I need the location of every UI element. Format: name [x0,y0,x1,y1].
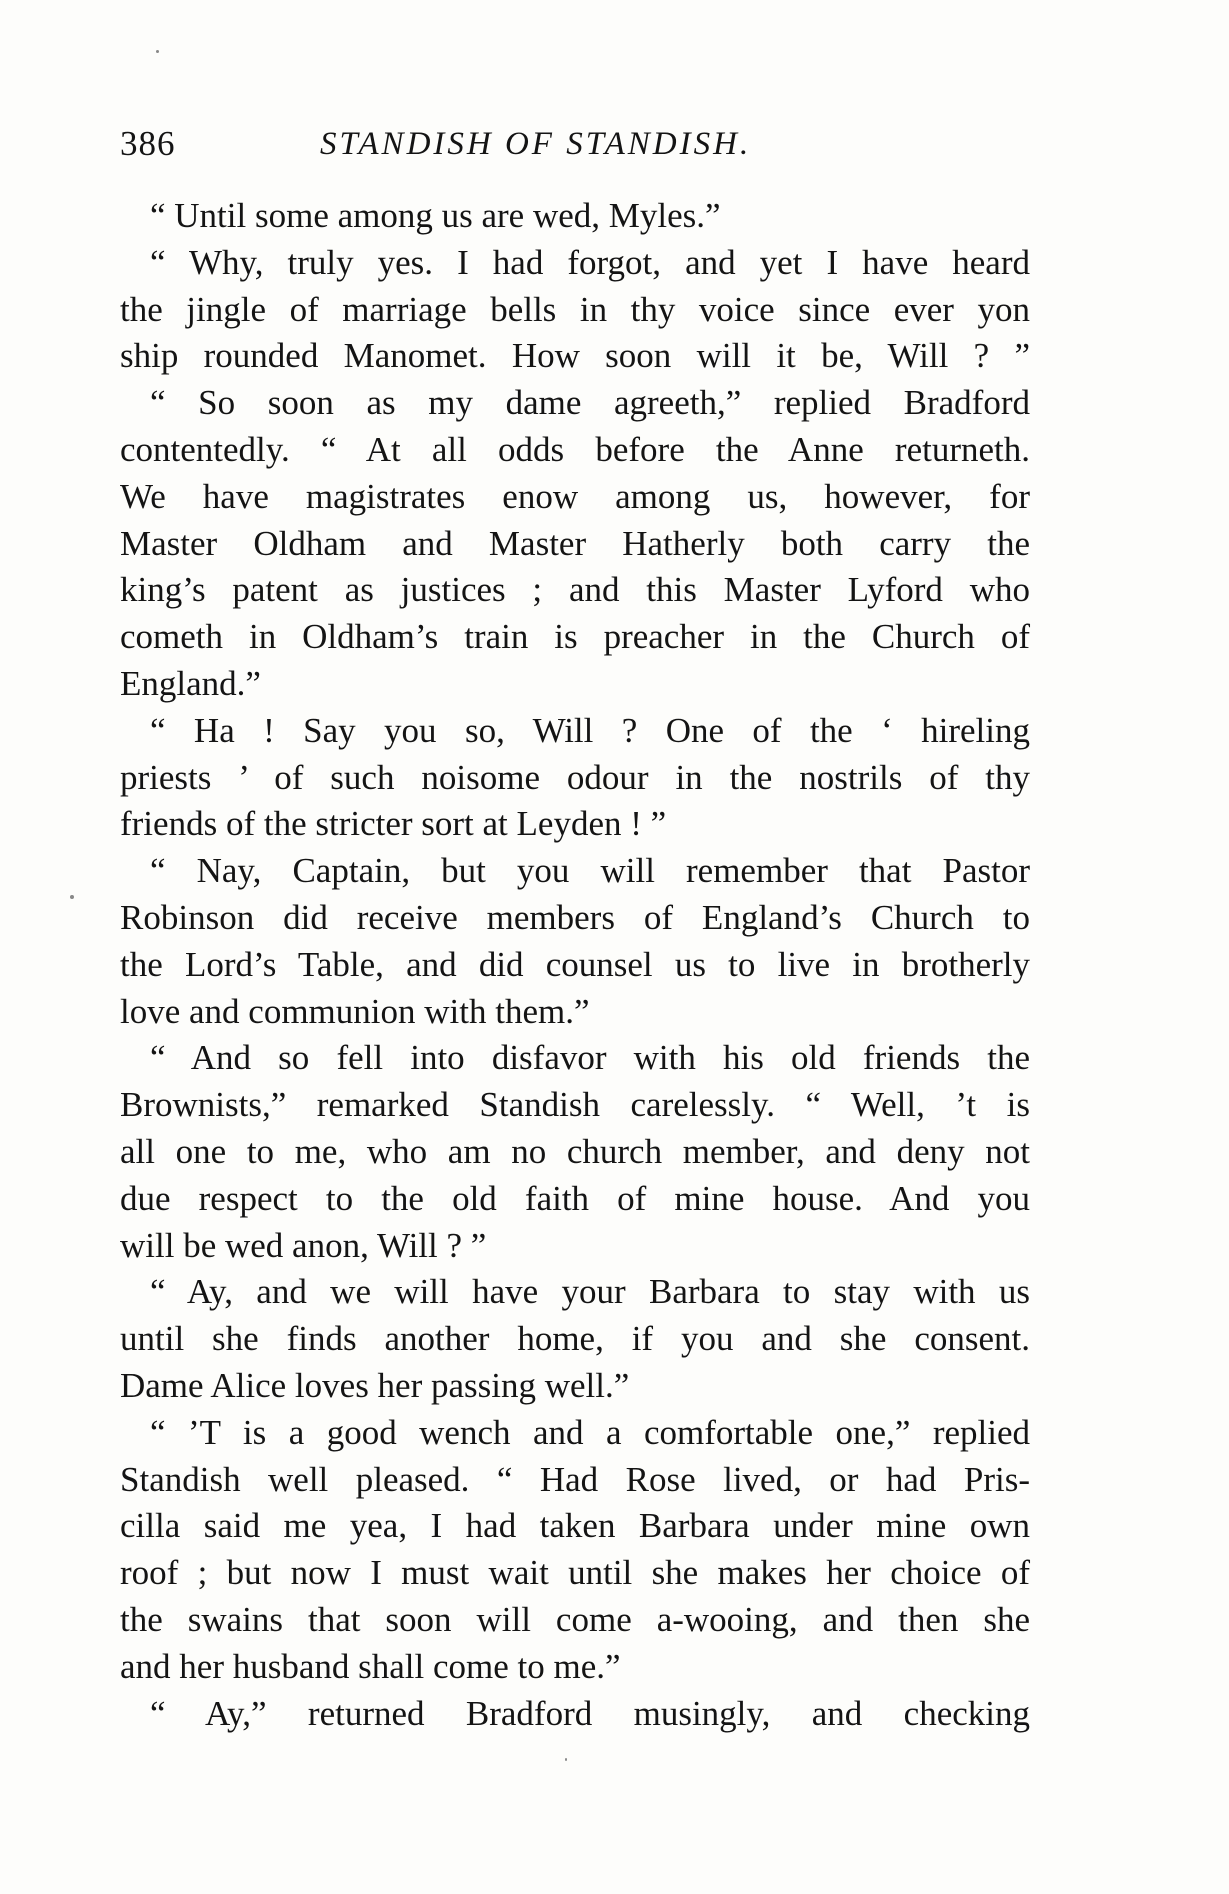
speck-mark [70,895,74,899]
text-line: “ Ay,” returned Bradford musingly, and checking [150,1693,1030,1733]
text-line: Master Oldham and Master Hatherly both carry the [120,523,1030,563]
text-line: “ ’T is a good wench and a comfortable one,” replied [150,1412,1030,1452]
text-line: Standish well pleased. “ Had Rose lived, or had Pris- [120,1459,1030,1499]
speck-mark [565,1758,567,1761]
speck-mark [156,50,159,53]
text-line: and her husband shall come to me.” [120,1646,621,1686]
text-line: love and communion with them.” [120,991,590,1031]
text-line: “ So soon as my dame agreeth,” replied Bradford [150,383,1030,423]
text-line: England.” [120,663,261,703]
page-header [120,118,1030,170]
text-line: “ Until some among us are wed, Myles.” [150,196,721,235]
text-line: ship rounded Manomet. How soon will it be, Will ? ” [120,336,1030,376]
text-line: “ Why, truly yes. I had forgot, and yet I have heard [150,242,1030,282]
text-line: due respect to the old faith of mine house. And you [120,1178,1030,1218]
text-line: “ Ha ! Say you so, Will ? One of the ‘ hireling [150,710,1030,750]
running-title: STANDISH OF STANDISH. [320,126,752,162]
text-line: Brownists,” remarked Standish carelessly. “ Well, ’t is [120,1085,1030,1125]
text-line: friends of the stricter sort at Leyden ! ” [120,804,667,844]
body-text [120,193,1030,1737]
text-line: roof ; but now I must wait until she makes her choice of [120,1553,1030,1593]
text-line: the jingle of marriage bells in thy voice since ever yon [120,289,1030,329]
text-line: Dame Alice loves her passing well.” [120,1365,630,1405]
text-line: king’s patent as justices ; and this Master Lyford who [120,570,1030,610]
text-line: all one to me, who am no church member, and deny not [120,1131,1030,1171]
text-line: cilla said me yea, I had taken Barbara under mine own [120,1506,1030,1546]
text-line: contentedly. “ At all odds before the Anne returneth. [120,429,1030,469]
text-line: priests ’ of such noisome odour in the nostrils of thy [120,757,1030,797]
text-line: until she finds another home, if you and she consent. [120,1319,1030,1359]
text-line: the swains that soon will come a-wooing, and then she [120,1599,1030,1639]
text-line: Robinson did receive members of England’s Church to [120,897,1030,937]
text-line: We have magistrates enow among us, however, for [120,476,1030,516]
text-line: the Lord’s Table, and did counsel us to live in brotherly [120,944,1030,984]
text-line: “ And so fell into disfavor with his old friends the [150,1038,1030,1078]
page-number: 386 [120,124,176,163]
text-line: cometh in Oldham’s train is preacher in the Church of [120,617,1030,657]
text-line: will be wed anon, Will ? ” [120,1225,487,1265]
text-line: “ Ay, and we will have your Barbara to stay with us [150,1272,1030,1312]
text-line: “ Nay, Captain, but you will remember that Pastor [150,851,1030,891]
